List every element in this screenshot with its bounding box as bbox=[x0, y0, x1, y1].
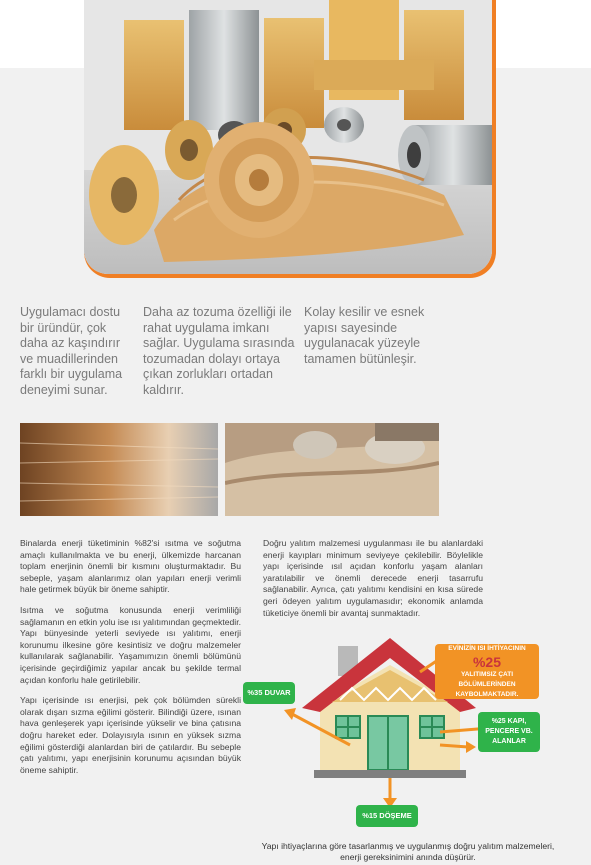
wall-loss-badge: %35 DUVAR bbox=[243, 682, 295, 704]
roof-badge-bottom-text: YALITIMSIZ ÇATI BÖLÜMLERİNDEN KAYBOLMAKTADIR. bbox=[455, 670, 519, 698]
left-body-text bbox=[20, 538, 241, 785]
right-paragraph-1: Doğru yalıtım malzemesi uygulanması ile bu alanlardaki enerji kayıpları minimum seviyeye çekilebilir. Böylelikle yapı içerisinde ısıl açıdan konforlu yaşam alanları yaratılabilir ve önemli derecede enerji tasarrufu sağlanabilir. Ayrıca, çatı yalıtımı kendisini en kısa sürede geri ödeyen yalıtım uygulamasıdır; ekonomik anlamda tüketiciye önemli bir avantaj sunmaktadır. bbox=[263, 538, 483, 618]
diagram-caption: Yapı ihtiyaçlarına göre tasarlanmış ve uygulanmış doğru yalıtım malzemeleri, enerji gereksinimini anında düşürür. bbox=[261, 841, 555, 862]
feature-text-friendly: Uygulamacı dostu bir üründür, çok daha az kaşındırır ve muadillerinden farklı bir uygulama deneyimi sunar. bbox=[20, 305, 123, 397]
hero-insulation-photo bbox=[84, 0, 496, 278]
roof-heat-loss-badge bbox=[435, 644, 539, 699]
fiber-closeup-photo bbox=[20, 423, 218, 516]
house-floor bbox=[314, 770, 466, 778]
feature-text-less-dust: Daha az tozuma özelliği ile rahat uygulama imkanı sağlar. Uygulama sırasında tozumadan dolayı ortaya çıkan zorlukları ortadan kaldırır. bbox=[143, 305, 295, 397]
roof-badge-top-text: EVİNİZİN ISI İHTİYACININ bbox=[448, 644, 526, 652]
floor-loss-badge: %15 DÖŞEME bbox=[356, 805, 418, 827]
insulation-rolls-illustration bbox=[84, 0, 492, 274]
left-paragraph-2: Isıtma ve soğutma konusunda enerji verimliliği sağlamanın en etkin yolu ise ısı yalıtımından geçmektedir. Yapı bünyesinde yeterli seviyede ısı yalıtımı, enerji korunumu ilkesine göre kesintisiz ve doğru malzemeler kullanılarak sağlanabilir. Yaşamımızın önemli bölümünü içerisinde geçirdiğimiz yapılar ancak bu şekilde termal açıdan konforlu hale getirilebilir. bbox=[20, 604, 241, 685]
hero-photo-inner bbox=[84, 0, 492, 274]
installation-photo bbox=[225, 423, 439, 516]
doors-windows-loss-badge: %25 KAPI, PENCERE VB. ALANLAR bbox=[478, 712, 540, 752]
roof-badge-percent: %25 bbox=[472, 653, 502, 670]
left-paragraph-3: Yapı içerisinde ısı enerjisi, pek çok bölümden sürekli olarak dışarı sızma eğilimi gösterir. Bilindiği üzere, ısınan hava genleşerek yapı içerisinde yükselir ve bina çatısına doğru hareket eder. Dolayısıyla ısının en yüksek sızma eğilimi gösterdiği alanlardan biri de çatılardır. Bu sebeple çatı yalıtımı, yapı enerjisinin korunumu açısından büyük öneme sahiptir. bbox=[20, 695, 241, 775]
feature-text-easy-cut: Kolay kesilir ve esnek yapısı sayesinde uygulanacak yüzeyle tamamen bütünleşir. bbox=[304, 305, 425, 366]
left-paragraph-1: Binalarda enerji tüketiminin %82'si ısıtma ve soğutma amaçlı kullanılmakta ve bu enerji, ülkemizde harcanan toplam enerjinin önemli bir kısmını oluşturmaktadır. Bu sebeple, yaşam alanlarımız olan yapıları enerji verimli hale getirmek büyük bir öneme sahiptir. bbox=[20, 538, 241, 595]
right-body-text bbox=[263, 538, 483, 628]
